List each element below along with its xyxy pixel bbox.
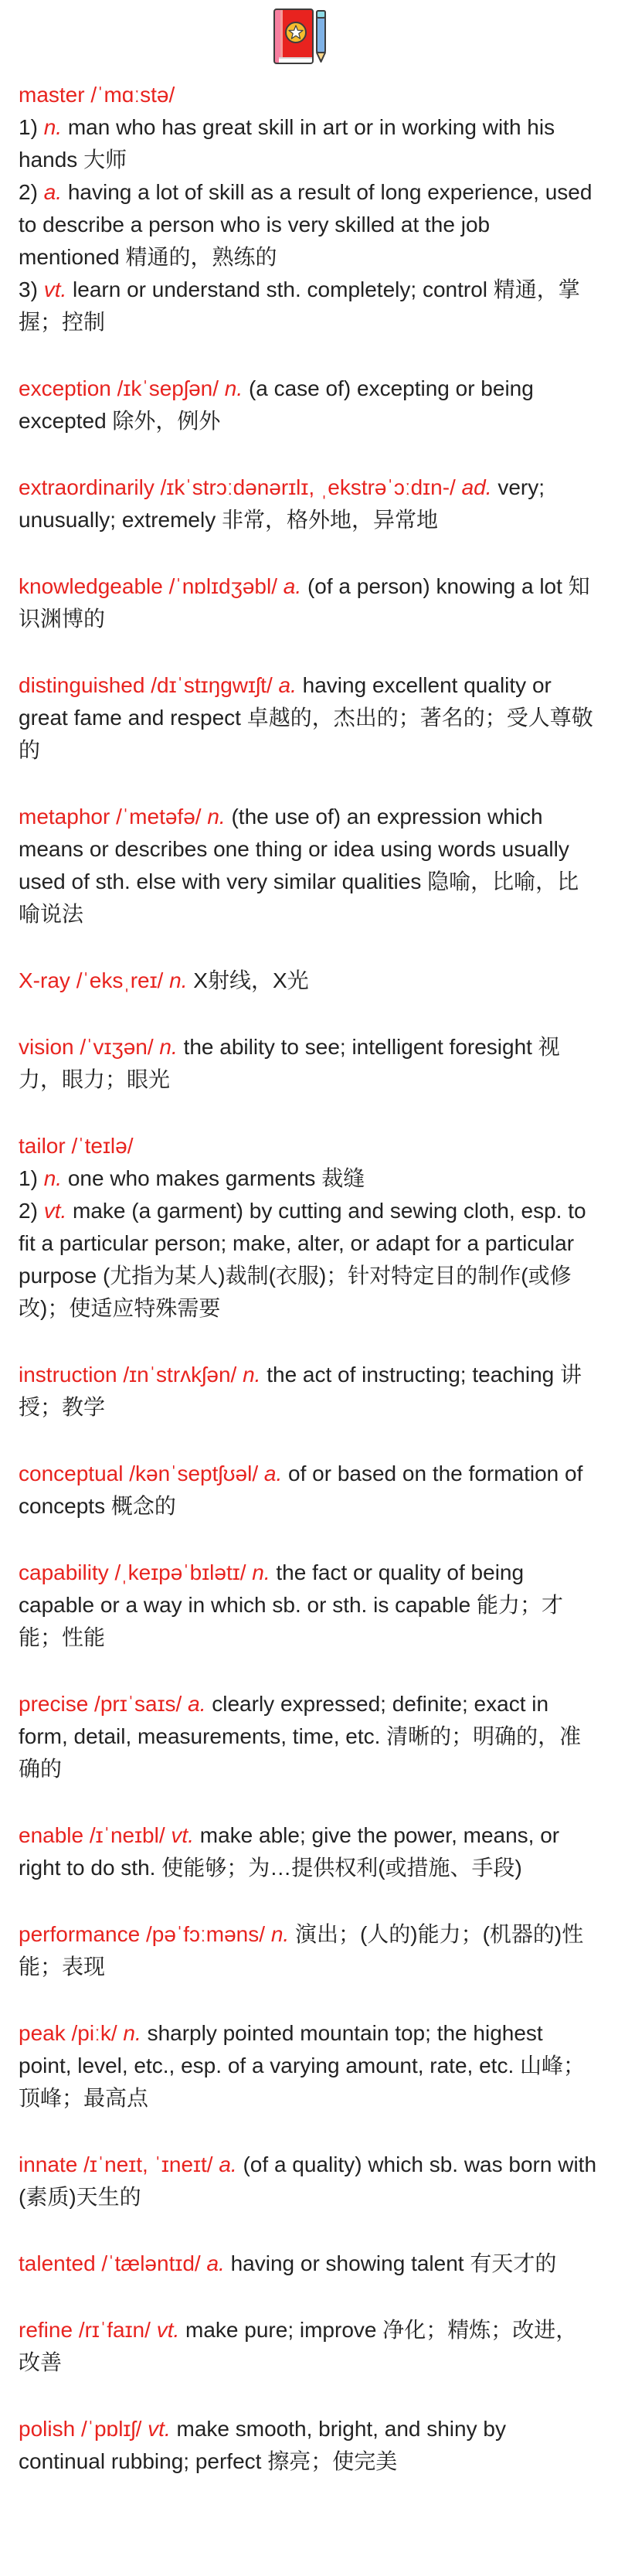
entry-phonetic: /ˈtæləntɪd/ [101, 2251, 201, 2275]
list-item [19, 373, 596, 437]
entry-heading [19, 1692, 205, 1716]
sense-line [19, 176, 596, 274]
entry-heading [19, 2251, 225, 2275]
entry-word: knowledgeable [19, 574, 163, 598]
list-item [19, 2248, 596, 2280]
entry-heading [19, 1560, 270, 1584]
entry-heading [19, 968, 187, 992]
list-item [19, 965, 596, 997]
entry-definition: the act of instructing; teaching 讲授；教学 [19, 1363, 582, 1419]
list-item [19, 2413, 596, 2478]
entry-definition: (a case of) excepting or being excepted 除外，例外 [19, 376, 534, 433]
list-item [19, 1031, 596, 1096]
entry-word: precise [19, 1692, 89, 1716]
entry-heading [19, 2417, 171, 2441]
list-item [19, 1458, 596, 1523]
list-item [19, 1130, 596, 1325]
sense-pos: vt. [43, 1199, 67, 1223]
entry-heading [19, 83, 175, 107]
entry-heading [19, 1363, 260, 1387]
entry-heading [19, 2021, 141, 2045]
entry-definition: sharply pointed mountain top; the highest point, level, etc., esp. of a varying amount, rate, etc. 山峰；顶峰；最高点 [19, 2021, 586, 2110]
entry-definition: make smooth, bright, and shiny by continual rubbing; perfect 擦亮；使完美 [19, 2417, 506, 2473]
entry-phonetic: /ɪˈneɪbl/ [89, 1823, 165, 1847]
entry-phonetic: /ˈteɪlə/ [71, 1134, 134, 1158]
entry-word: enable [19, 1823, 84, 1847]
entry-heading [19, 574, 301, 598]
entry-heading [19, 1462, 282, 1485]
list-item [19, 1918, 596, 1983]
entry-definition: (of a person) knowing a lot 知识渊博的 [19, 574, 590, 631]
sense-pos: n. [43, 1166, 63, 1190]
entry-pos: ad. [461, 475, 492, 499]
entry-definition: the fact or quality of being capable or a way in which sb. or sth. is capable 能力；才能；性能 [19, 1560, 563, 1649]
entry-pos: n. [243, 1363, 261, 1387]
entry-phonetic: /ˈvɪʒən/ [80, 1035, 154, 1059]
entry-definition: having excellent quality or great fame and respect 卓越的，杰出的；著名的；受人尊敬的 [19, 673, 593, 762]
entry-phonetic: /ˈmetəfə/ [116, 805, 202, 829]
entry-word: instruction [19, 1363, 117, 1387]
entry-heading [19, 1134, 133, 1158]
entry-definition: (the use of) an expression which means or describes one thing or idea using words usually used of sth. else with very similar qualities 隐喻，比喻，比喻说法 [19, 805, 579, 926]
sense-number: 1) [19, 115, 38, 139]
list-item [19, 471, 596, 536]
entry-heading [19, 1823, 194, 1847]
sense-definition: one who makes garments 裁缝 [67, 1166, 365, 1190]
entry-definition: having or showing talent 有天才的 [230, 2251, 557, 2275]
sense-definition: learn or understand sth. completely; control 精通，掌握；控制 [19, 277, 580, 334]
list-item [19, 1359, 596, 1424]
entry-heading [19, 376, 243, 400]
entry-heading [19, 805, 226, 829]
entry-phonetic: /ˈnɒlɪdʒəbl/ [168, 574, 278, 598]
sense-pos: n. [43, 115, 63, 139]
entry-pos: n. [159, 1035, 178, 1059]
entry-phonetic: /ɪˈneɪt, ˈɪneɪt/ [83, 2152, 213, 2176]
sense-number: 2) [19, 180, 38, 204]
entry-pos: vt. [171, 1823, 194, 1847]
entry-phonetic: /ˌkeɪpəˈbɪlətɪ/ [114, 1560, 246, 1584]
entry-phonetic: /ɪkˈstrɔːdənərɪlɪ, ˌekstrəˈɔːdɪn-/ [160, 475, 456, 499]
entry-definition: 演出；(人的)能力；(机器的)性能；表现 [19, 1922, 584, 1979]
entry-phonetic: /ɪnˈstrʌkʃən/ [123, 1363, 237, 1387]
entry-pos: n. [270, 1922, 290, 1946]
list-item [19, 669, 596, 767]
sense-number: 2) [19, 1199, 38, 1223]
sense-pos: vt. [43, 277, 67, 301]
entry-heading [19, 1922, 289, 1946]
entry-phonetic: /kənˈseptʃʊəl/ [129, 1462, 259, 1485]
sense-number: 3) [19, 277, 38, 301]
entry-phonetic: /prɪˈsaɪs/ [94, 1692, 182, 1716]
entry-pos: a. [263, 1462, 283, 1485]
entry-word: innate [19, 2152, 78, 2176]
entry-definition: clearly expressed; definite; exact in form, detail, measurements, time, etc. 清晰的；明确的，准确的 [19, 1692, 582, 1781]
entry-phonetic: /ˈeksˌreɪ/ [76, 968, 164, 992]
list-item [19, 570, 596, 635]
entry-phonetic: /ˈmɑːstə/ [90, 83, 175, 107]
list-item [19, 1688, 596, 1785]
entry-definition: (of a quality) which sb. was born with (素质)天生的 [19, 2152, 597, 2209]
entry-word: talented [19, 2251, 96, 2275]
entry-heading [19, 2152, 237, 2176]
entry-pos: a. [278, 673, 297, 697]
list-item [19, 1557, 596, 1654]
entry-heading [19, 2318, 179, 2342]
sense-line [19, 1162, 596, 1195]
entry-heading [19, 475, 492, 499]
sense-number: 1) [19, 1166, 38, 1190]
entry-phonetic: /rɪˈfaɪn/ [78, 2318, 151, 2342]
entry-list [19, 79, 596, 2512]
entry-pos: a. [219, 2152, 237, 2176]
entry-word: vision [19, 1035, 74, 1059]
entry-word: tailor [19, 1134, 66, 1158]
entry-phonetic: /ˈpɒlɪʃ/ [80, 2417, 142, 2441]
entry-pos: n. [224, 376, 243, 400]
list-item [19, 1819, 596, 1884]
entry-pos: a. [283, 574, 302, 598]
entry-word: metaphor [19, 805, 110, 829]
entry-word: polish [19, 2417, 76, 2441]
sense-pos: a. [43, 180, 63, 204]
book-and-pencil-icon [269, 6, 331, 68]
entry-word: performance [19, 1922, 141, 1946]
entry-pos: n. [169, 968, 188, 992]
list-item [19, 79, 596, 339]
entry-phonetic: /ɪkˈsepʃən/ [117, 376, 219, 400]
list-item [19, 2149, 596, 2214]
entry-definition: X射线，X光 [193, 968, 309, 992]
entry-phonetic: /pəˈfɔːməns/ [145, 1922, 266, 1946]
entry-heading [19, 1035, 178, 1059]
entry-word: distinguished [19, 673, 145, 697]
list-item [19, 2314, 596, 2379]
entry-pos: n. [207, 805, 226, 829]
sense-definition: make (a garment) by cutting and sewing cloth, esp. to fit a particular person; make, alter, or adapt for a particular purpose (尤指为某人)裁制(衣服)；针对特定目的制作(或修改)；使适应特殊需要 [19, 1199, 586, 1320]
entry-word: extraordinarily [19, 475, 154, 499]
entry-pos: n. [123, 2021, 141, 2045]
list-item [19, 2017, 596, 2115]
entry-pos: n. [252, 1560, 270, 1584]
entry-pos: a. [188, 1692, 206, 1716]
entry-pos: vt. [156, 2318, 180, 2342]
entry-pos: vt. [148, 2417, 171, 2441]
entry-word: refine [19, 2318, 73, 2342]
sense-line [19, 1195, 596, 1325]
entry-definition: the ability to see; intelligent foresight 视力，眼力；眼光 [19, 1035, 560, 1091]
sense-line [19, 111, 596, 176]
entry-phonetic: /piːk/ [71, 2021, 117, 2045]
entry-word: X-ray [19, 968, 70, 992]
sense-definition: having a lot of skill as a result of long experience, used to describe a person who is very skilled at the job mentioned 精通的，熟练的 [19, 180, 593, 269]
entry-pos: a. [206, 2251, 225, 2275]
entry-word: exception [19, 376, 111, 400]
sense-definition: man who has great skill in art or in working with his hands 大师 [19, 115, 555, 172]
entry-definition: of or based on the formation of concepts 概念的 [19, 1462, 583, 1518]
entry-definition: make pure; improve 净化；精炼；改进，改善 [19, 2318, 578, 2374]
entry-word: conceptual [19, 1462, 124, 1485]
entry-word: capability [19, 1560, 109, 1584]
list-item [19, 801, 596, 931]
entry-word: master [19, 83, 85, 107]
entry-phonetic: /dɪˈstɪŋgwɪʃt/ [151, 673, 273, 697]
entry-heading [19, 673, 297, 697]
sense-line [19, 274, 596, 339]
entry-word: peak [19, 2021, 66, 2045]
entry-definition: very; unusually; extremely 非常，格外地，异常地 [19, 475, 545, 532]
entry-definition: make able; give the power, means, or right to do sth. 使能够；为…提供权利(或措施、手段) [19, 1823, 560, 1880]
